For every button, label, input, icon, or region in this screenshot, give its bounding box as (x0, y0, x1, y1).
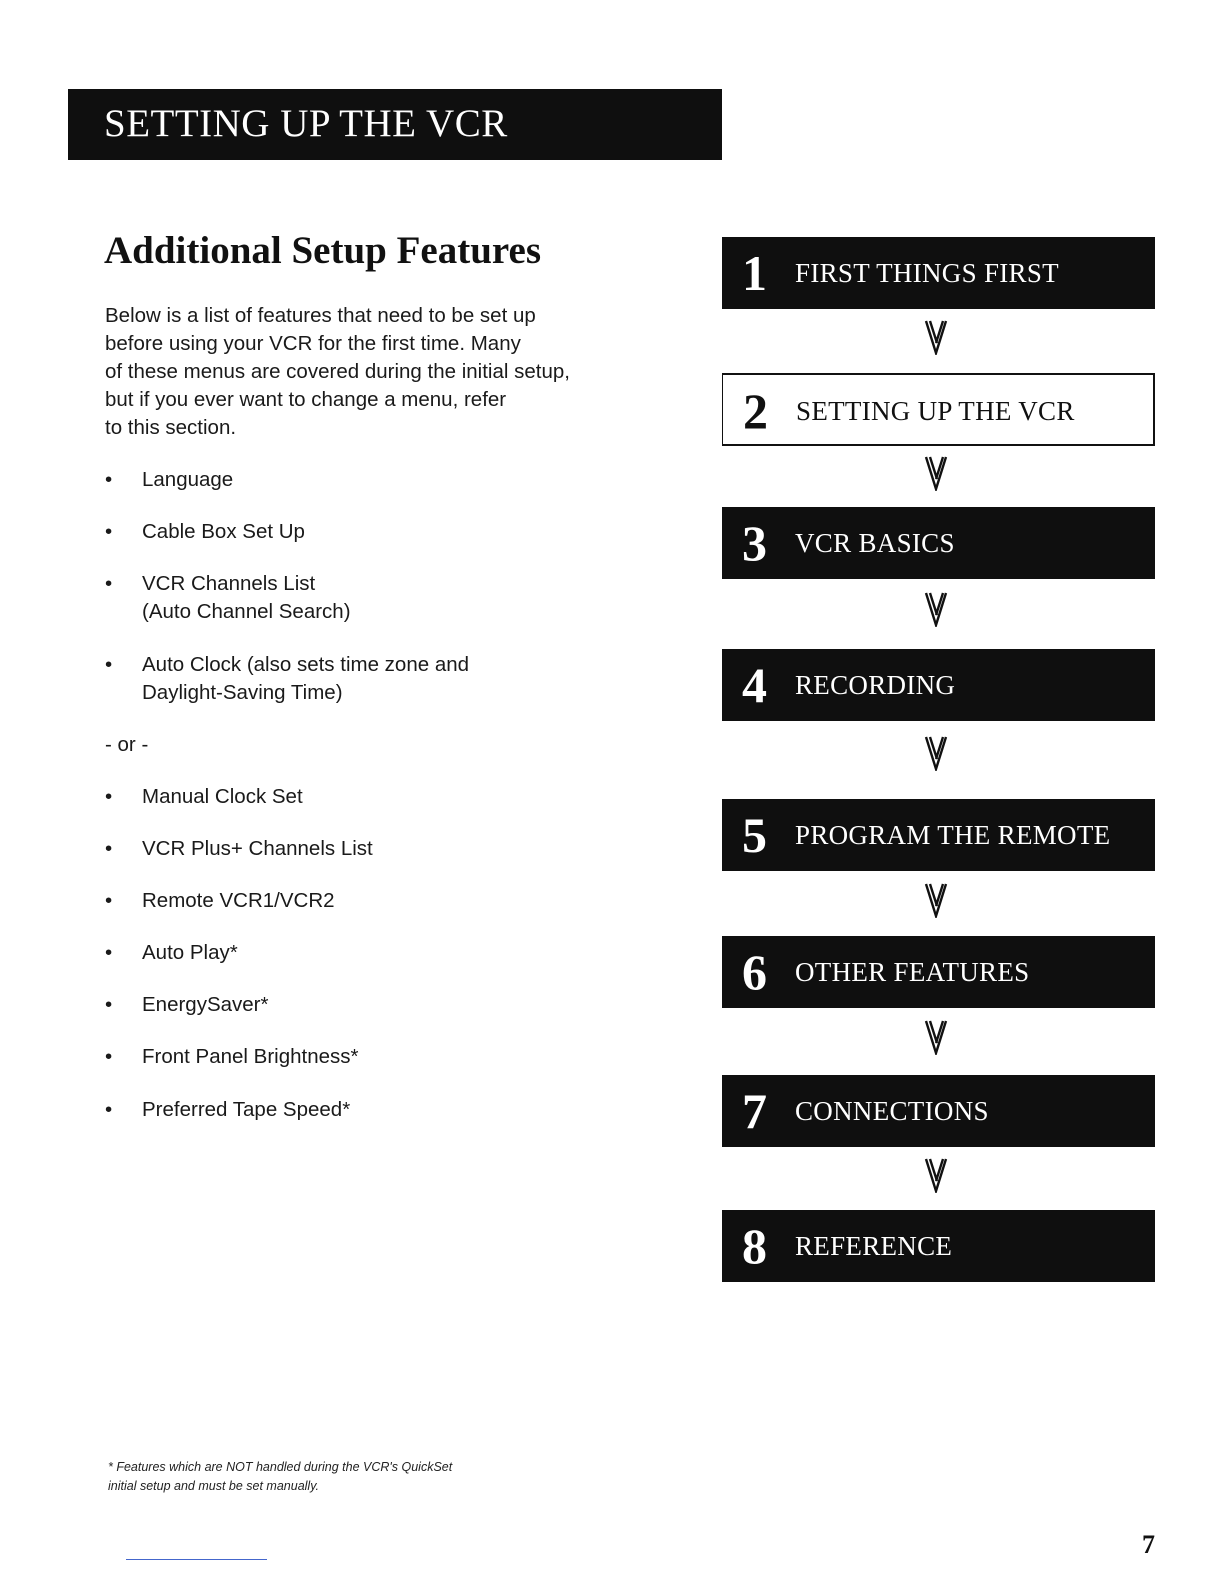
chapter-step-3 (722, 507, 1155, 579)
feature-line: VCR Plus+ Channels List (142, 837, 373, 860)
chapter-step-6 (722, 936, 1155, 1008)
feature-line: Auto Clock (also sets time zone and (142, 653, 470, 676)
feature-line: Remote VCR1/VCR2 (142, 889, 335, 912)
feature-line: Front Panel Brightness* (142, 1045, 359, 1068)
footnote-line: initial setup and must be set manually. (108, 1479, 319, 1493)
chapter-number: 8 (742, 1218, 767, 1274)
down-arrow-icon (924, 735, 948, 771)
chapter-step-7 (722, 1075, 1155, 1147)
feature-text (142, 1043, 359, 1071)
down-arrow-icon (924, 1019, 948, 1055)
bullet-icon: • (105, 468, 113, 491)
bullet-icon: • (105, 1098, 113, 1121)
feature-text (142, 991, 268, 1019)
bullet-icon: • (105, 653, 113, 676)
feature-text (142, 887, 335, 915)
chapter-number: 7 (742, 1083, 767, 1139)
chapter-step-5 (722, 799, 1155, 871)
down-arrow-icon (924, 882, 948, 918)
chapter-label: SETTING UP THE VCR (796, 396, 1075, 426)
chapter-number: 6 (742, 944, 767, 1000)
intro-line: of these menus are covered during the initial setup, (105, 360, 570, 383)
intro-line: to this section. (105, 416, 237, 439)
bullet-icon: • (105, 837, 113, 860)
chapter-number: 2 (743, 383, 768, 439)
chapter-number: 4 (742, 657, 767, 713)
page-header-bar (68, 89, 722, 160)
chapter-label: FIRST THINGS FIRST (795, 258, 1059, 288)
chapter-label: OTHER FEATURES (795, 957, 1030, 987)
chapter-label: REFERENCE (795, 1231, 953, 1261)
page-header-title: SETTING UP THE VCR (104, 102, 508, 145)
feature-text (142, 783, 303, 811)
chapter-label: RECORDING (795, 670, 956, 700)
feature-line: Language (142, 468, 234, 491)
page-number: 7 (1142, 1530, 1155, 1559)
chapter-number: 3 (742, 515, 767, 571)
feature-text (142, 1096, 350, 1124)
footnote (108, 1458, 568, 1496)
intro-line: before using your VCR for the first time. Many (105, 332, 521, 355)
footer-rule (126, 1559, 267, 1560)
chapter-number: 1 (742, 245, 767, 301)
feature-line: Auto Play* (142, 941, 238, 964)
footnote-line: * Features which are NOT handled during the VCR's QuickSet (108, 1460, 453, 1474)
bullet-icon: • (105, 941, 113, 964)
intro-paragraph (105, 302, 685, 442)
chapter-label: PROGRAM THE REMOTE (795, 820, 1111, 850)
chapter-label: VCR BASICS (795, 528, 955, 558)
bullet-icon: • (105, 1045, 113, 1068)
feature-line: (Auto Channel Search) (142, 600, 351, 623)
chapter-step-1 (722, 237, 1155, 309)
feature-line: EnergySaver* (142, 993, 269, 1016)
chapter-step-8 (722, 1210, 1155, 1282)
down-arrow-icon (924, 455, 948, 491)
bullet-icon: • (105, 993, 113, 1016)
down-arrow-icon (924, 319, 948, 355)
bullet-icon: • (105, 520, 113, 543)
chapter-number: 5 (742, 807, 767, 863)
feature-line: Manual Clock Set (142, 785, 303, 808)
down-arrow-icon (924, 591, 948, 627)
bullet-icon: • (105, 572, 113, 595)
chapter-label: CONNECTIONS (795, 1096, 989, 1126)
feature-text (142, 835, 373, 863)
or-separator: - or - (105, 733, 149, 756)
chapter-step-4 (722, 649, 1155, 721)
feature-text (142, 939, 238, 967)
bullet-icon: • (105, 889, 113, 912)
feature-text (142, 518, 305, 546)
feature-line: Cable Box Set Up (142, 520, 305, 543)
section-title: Additional Setup Features (104, 229, 541, 272)
chapter-step-2 (722, 373, 1155, 446)
feature-text (142, 466, 233, 494)
feature-line: VCR Channels List (142, 572, 316, 595)
feature-text (142, 651, 469, 707)
bullet-icon: • (105, 785, 113, 808)
feature-line: Preferred Tape Speed* (142, 1098, 351, 1121)
feature-line: Daylight-Saving Time) (142, 681, 343, 704)
intro-line: Below is a list of features that need to be set up (105, 304, 536, 327)
intro-line: but if you ever want to change a menu, refer (105, 388, 507, 411)
down-arrow-icon (924, 1157, 948, 1193)
feature-text (142, 570, 351, 626)
